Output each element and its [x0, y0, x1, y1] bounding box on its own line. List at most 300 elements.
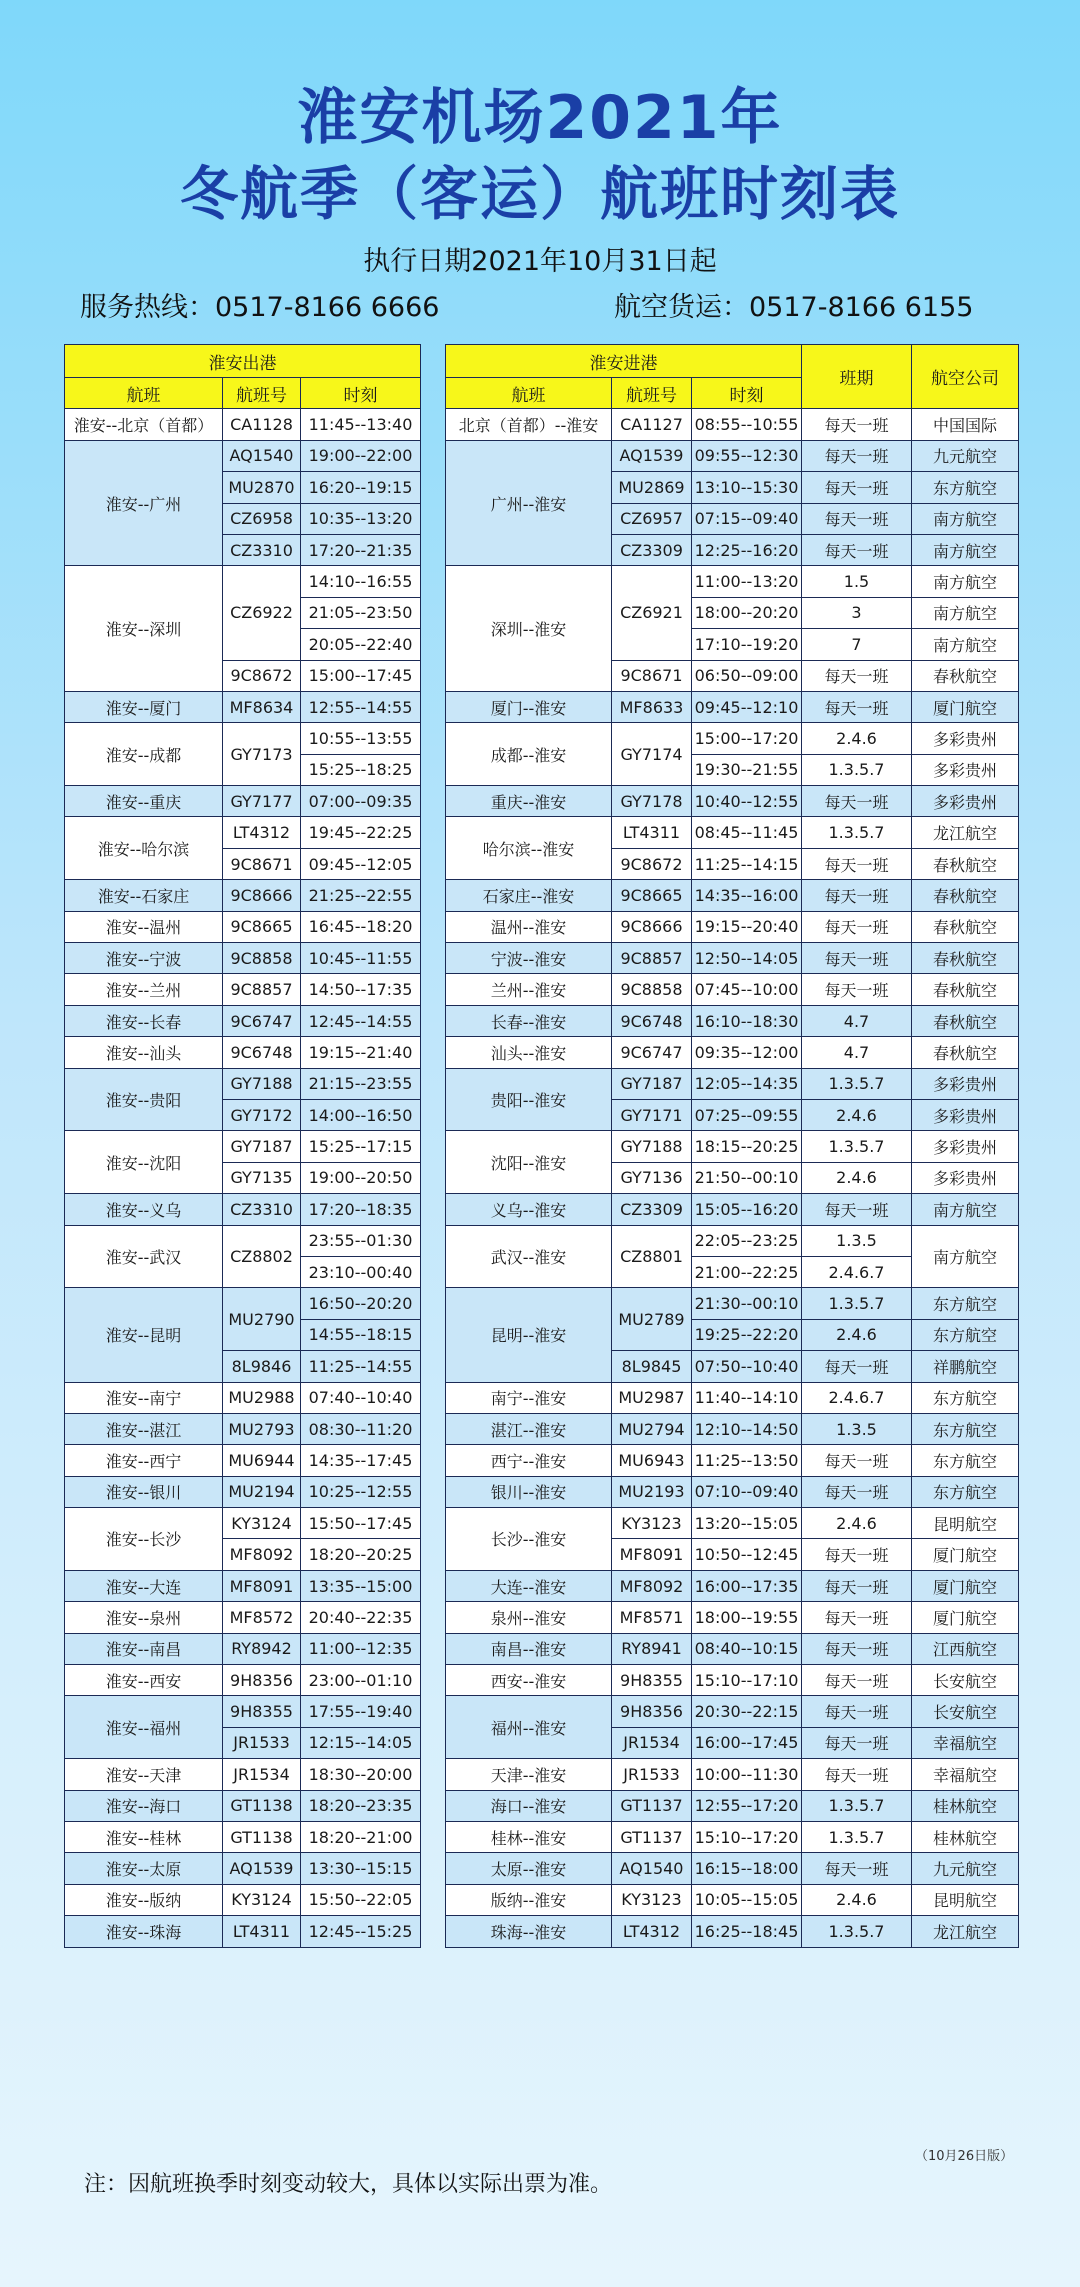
arrival-airline: 南方航空 [912, 566, 1019, 597]
departure-time: 20:40--22:35 [301, 1602, 421, 1633]
arrival-route: 北京（首都）--淮安 [446, 409, 612, 440]
departure-time: 18:20--20:25 [301, 1539, 421, 1570]
departure-time: 12:15--14:05 [301, 1727, 421, 1758]
arrival-time: 19:25--22:20 [692, 1319, 802, 1350]
arrival-airline: 多彩贵州 [912, 1099, 1019, 1130]
arrival-flight-number: JR1533 [612, 1759, 692, 1790]
arrival-flight-number: 9C8665 [612, 880, 692, 911]
departure-route: 淮安--兰州 [65, 974, 223, 1005]
arrival-flight-number: MU2193 [612, 1476, 692, 1507]
departure-flight-number: MU2793 [223, 1413, 301, 1444]
departure-route: 淮安--昆明 [65, 1288, 223, 1382]
departure-time: 07:40--10:40 [301, 1382, 421, 1413]
arrival-airline: 东方航空 [912, 1445, 1019, 1476]
arrival-row [446, 1413, 1019, 1444]
arrival-frequency: 每天一班 [802, 503, 912, 534]
arrival-airline: 厦门航空 [912, 691, 1019, 722]
departure-route: 淮安--哈尔滨 [65, 817, 223, 880]
departure-route: 淮安--温州 [65, 911, 223, 942]
arrival-frequency: 每天一班 [802, 911, 912, 942]
arrival-time: 08:45--11:45 [692, 817, 802, 848]
departure-flight-number: MU2988 [223, 1382, 301, 1413]
arrival-row [446, 1570, 1019, 1601]
departure-flight-number: GT1138 [223, 1790, 301, 1821]
departure-route: 淮安--版纳 [65, 1884, 223, 1915]
arrival-airline: 东方航空 [912, 1413, 1019, 1444]
departure-row [65, 409, 421, 440]
arrival-frequency: 每天一班 [802, 943, 912, 974]
arrival-flight-number: 9H8355 [612, 1665, 692, 1696]
departure-time: 19:15--21:40 [301, 1037, 421, 1068]
arrival-flight-number: 9C8671 [612, 660, 692, 691]
service-hotline: 服务热线：0517-8166 6666 [80, 292, 440, 323]
arrival-frequency: 4.7 [802, 1005, 912, 1036]
arrival-time: 18:15--20:25 [692, 1131, 802, 1162]
arrival-route: 厦门--淮安 [446, 691, 612, 722]
arrival-airline: 中国国际 [912, 409, 1019, 440]
departure-flight-number: GY7135 [223, 1162, 301, 1193]
departure-time: 23:00--01:10 [301, 1665, 421, 1696]
arrival-flight-number: CZ6921 [612, 566, 692, 660]
departure-route: 淮安--桂林 [65, 1821, 223, 1852]
departure-flight-number: MF8572 [223, 1602, 301, 1633]
departure-time: 15:25--17:15 [301, 1131, 421, 1162]
arrival-airline: 厦门航空 [912, 1602, 1019, 1633]
arrival-flight-number: AQ1540 [612, 1853, 692, 1884]
arrival-frequency: 每天一班 [802, 1853, 912, 1884]
departure-route: 淮安--长沙 [65, 1508, 223, 1571]
departure-row [65, 943, 421, 974]
departure-row [65, 1037, 421, 1068]
departure-row [65, 566, 421, 597]
departure-row [65, 1633, 421, 1664]
departure-route: 淮安--南宁 [65, 1382, 223, 1413]
arrival-time: 12:10--14:50 [692, 1413, 802, 1444]
arrival-col-freq: 班期 [802, 345, 912, 409]
arrival-time: 16:00--17:35 [692, 1570, 802, 1601]
arrival-flight-number: GT1137 [612, 1790, 692, 1821]
departure-row [65, 1225, 421, 1256]
departure-col-time: 时刻 [301, 378, 421, 409]
departure-row [65, 1602, 421, 1633]
departure-flight-number: KY3124 [223, 1508, 301, 1539]
arrival-airline: 祥鹏航空 [912, 1351, 1019, 1382]
departure-flight-number: MF8634 [223, 691, 301, 722]
departure-row [65, 1790, 421, 1821]
departure-flight-number: GY7177 [223, 786, 301, 817]
arrival-airline: 春秋航空 [912, 660, 1019, 691]
departure-time: 15:50--22:05 [301, 1884, 421, 1915]
departure-time: 13:35--15:00 [301, 1570, 421, 1601]
departure-time: 23:10--00:40 [301, 1256, 421, 1287]
arrival-time: 15:10--17:10 [692, 1665, 802, 1696]
departure-row [65, 1131, 421, 1162]
arrival-flight-number: 9C8666 [612, 911, 692, 942]
arrival-frequency: 每天一班 [802, 534, 912, 565]
arrival-time: 12:50--14:05 [692, 943, 802, 974]
departure-row [65, 1445, 421, 1476]
departure-flight-number: CZ3310 [223, 534, 301, 565]
arrival-flight-number: GY7174 [612, 723, 692, 786]
arrival-airline: 昆明航空 [912, 1508, 1019, 1539]
departure-flight-number: MU2870 [223, 472, 301, 503]
arrival-time: 11:40--14:10 [692, 1382, 802, 1413]
departure-row [65, 911, 421, 942]
departure-time: 10:55--13:55 [301, 723, 421, 754]
departure-row [65, 1413, 421, 1444]
arrival-flight-number: 9H8356 [612, 1696, 692, 1727]
arrival-row [446, 943, 1019, 974]
departure-time: 15:00--17:45 [301, 660, 421, 691]
arrival-route: 武汉--淮安 [446, 1225, 612, 1288]
departure-row [65, 440, 421, 471]
arrival-flight-number: GY7178 [612, 786, 692, 817]
arrival-row [446, 1884, 1019, 1915]
arrival-airline: 南方航空 [912, 629, 1019, 660]
arrival-frequency: 每天一班 [802, 1476, 912, 1507]
departure-time: 14:00--16:50 [301, 1099, 421, 1130]
departure-time: 18:30--20:00 [301, 1759, 421, 1790]
arrival-route: 太原--淮安 [446, 1853, 612, 1884]
arrival-airline: 桂林航空 [912, 1821, 1019, 1852]
arrival-table [445, 344, 1019, 1948]
footnote: 注：因航班换季时刻变动较大，具体以实际出票为准。 [84, 2172, 613, 2197]
arrival-row [446, 1633, 1019, 1664]
arrival-frequency: 7 [802, 629, 912, 660]
arrival-frequency: 2.4.6.7 [802, 1382, 912, 1413]
arrival-row [446, 880, 1019, 911]
arrival-frequency: 每天一班 [802, 786, 912, 817]
departure-time: 10:45--11:55 [301, 943, 421, 974]
departure-time: 11:25--14:55 [301, 1351, 421, 1382]
departure-route: 淮安--沈阳 [65, 1131, 223, 1194]
cargo-hotline: 航空货运：0517-8166 6155 [614, 292, 974, 323]
departure-time: 12:45--15:25 [301, 1916, 421, 1947]
arrival-flight-number: KY3123 [612, 1884, 692, 1915]
departure-row [65, 1884, 421, 1915]
arrival-row [446, 691, 1019, 722]
arrival-route: 义乌--淮安 [446, 1194, 612, 1225]
departure-time: 10:25--12:55 [301, 1476, 421, 1507]
arrival-flight-number: MU2869 [612, 472, 692, 503]
departure-route: 淮安--深圳 [65, 566, 223, 692]
arrival-time: 16:25--18:45 [692, 1916, 802, 1947]
departure-section-title: 淮安出港 [65, 345, 421, 378]
arrival-flight-number: MF8091 [612, 1539, 692, 1570]
arrival-flight-number: CZ6957 [612, 503, 692, 534]
arrival-row [446, 1790, 1019, 1821]
arrival-flight-number: CZ3309 [612, 534, 692, 565]
arrival-airline: 多彩贵州 [912, 786, 1019, 817]
departure-route: 淮安--太原 [65, 1853, 223, 1884]
departure-flight-number: LT4312 [223, 817, 301, 848]
departure-flight-number: 8L9846 [223, 1351, 301, 1382]
arrival-airline: 昆明航空 [912, 1884, 1019, 1915]
arrival-frequency: 每天一班 [802, 691, 912, 722]
arrival-time: 09:45--12:10 [692, 691, 802, 722]
arrival-row [446, 1476, 1019, 1507]
arrival-frequency: 1.5 [802, 566, 912, 597]
arrival-route: 深圳--淮安 [446, 566, 612, 692]
arrival-flight-number: JR1534 [612, 1727, 692, 1758]
departure-flight-number: 9C6747 [223, 1005, 301, 1036]
version-label: （10月26日版） [915, 2149, 1014, 2164]
arrival-frequency: 每天一班 [802, 440, 912, 471]
departure-time: 12:45--14:55 [301, 1005, 421, 1036]
arrival-time: 16:10--18:30 [692, 1005, 802, 1036]
arrival-route: 长沙--淮安 [446, 1508, 612, 1571]
arrival-airline: 厦门航空 [912, 1539, 1019, 1570]
departure-flight-number: CA1128 [223, 409, 301, 440]
arrival-flight-number: 9C6747 [612, 1037, 692, 1068]
arrival-row [446, 817, 1019, 848]
arrival-row [446, 1194, 1019, 1225]
arrival-frequency: 每天一班 [802, 1194, 912, 1225]
arrival-frequency: 2.4.6 [802, 1162, 912, 1193]
arrival-flight-number: MU2794 [612, 1413, 692, 1444]
arrival-airline: 幸福航空 [912, 1759, 1019, 1790]
departure-row [65, 1916, 421, 1947]
departure-row [65, 1476, 421, 1507]
departure-row [65, 691, 421, 722]
arrival-frequency: 1.3.5.7 [802, 1790, 912, 1821]
arrival-frequency: 1.3.5.7 [802, 1916, 912, 1947]
arrival-frequency: 每天一班 [802, 1351, 912, 1382]
arrival-flight-number: GY7136 [612, 1162, 692, 1193]
departure-row [65, 1508, 421, 1539]
arrival-frequency: 每天一班 [802, 1727, 912, 1758]
arrival-frequency: 每天一班 [802, 472, 912, 503]
arrival-airline: 春秋航空 [912, 943, 1019, 974]
arrival-row [446, 1131, 1019, 1162]
departure-row [65, 1821, 421, 1852]
arrival-time: 07:10--09:40 [692, 1476, 802, 1507]
arrival-time: 12:55--17:20 [692, 1790, 802, 1821]
departure-route: 淮安--广州 [65, 440, 223, 566]
arrival-frequency: 1.3.5.7 [802, 754, 912, 785]
departure-flight-number: AQ1540 [223, 440, 301, 471]
arrival-airline: 春秋航空 [912, 974, 1019, 1005]
arrival-frequency: 每天一班 [802, 848, 912, 879]
arrival-row [446, 1225, 1019, 1256]
arrival-route: 南昌--淮安 [446, 1633, 612, 1664]
arrival-time: 19:15--20:40 [692, 911, 802, 942]
arrival-time: 22:05--23:25 [692, 1225, 802, 1256]
departure-route: 淮安--石家庄 [65, 880, 223, 911]
arrival-frequency: 1.3.5.7 [802, 1068, 912, 1099]
arrival-flight-number: GT1137 [612, 1821, 692, 1852]
arrival-row [446, 1508, 1019, 1539]
arrival-flight-number: CZ8801 [612, 1225, 692, 1288]
arrival-airline: 南方航空 [912, 1225, 1019, 1288]
departure-route: 淮安--海口 [65, 1790, 223, 1821]
arrival-airline: 南方航空 [912, 503, 1019, 534]
arrival-row [446, 1445, 1019, 1476]
arrival-row [446, 1853, 1019, 1884]
arrival-time: 10:00--11:30 [692, 1759, 802, 1790]
arrival-airline: 多彩贵州 [912, 1068, 1019, 1099]
arrival-time: 11:25--13:50 [692, 1445, 802, 1476]
arrival-route: 沈阳--淮安 [446, 1131, 612, 1194]
departure-col-flight: 航班号 [223, 378, 301, 409]
departure-time: 09:45--12:05 [301, 848, 421, 879]
arrival-flight-number: LT4312 [612, 1916, 692, 1947]
arrival-flight-number: 9C8858 [612, 974, 692, 1005]
arrival-time: 12:25--16:20 [692, 534, 802, 565]
departure-flight-number: GY7188 [223, 1068, 301, 1099]
arrival-time: 10:50--12:45 [692, 1539, 802, 1570]
arrival-flight-number: 9C8672 [612, 848, 692, 879]
departure-flight-number: GY7172 [223, 1099, 301, 1130]
arrival-time: 15:10--17:20 [692, 1821, 802, 1852]
departure-row [65, 1665, 421, 1696]
arrival-time: 21:50--00:10 [692, 1162, 802, 1193]
departure-flight-number: 9H8356 [223, 1665, 301, 1696]
arrival-frequency: 每天一班 [802, 1633, 912, 1664]
arrival-airline: 桂林航空 [912, 1790, 1019, 1821]
departure-row [65, 974, 421, 1005]
departure-time: 23:55--01:30 [301, 1225, 421, 1256]
arrival-time: 13:20--15:05 [692, 1508, 802, 1539]
arrival-airline: 东方航空 [912, 1476, 1019, 1507]
arrival-airline: 龙江航空 [912, 817, 1019, 848]
departure-row [65, 880, 421, 911]
arrival-time: 21:00--22:25 [692, 1256, 802, 1287]
departure-time: 15:25--18:25 [301, 754, 421, 785]
departure-flight-number: 9C8671 [223, 848, 301, 879]
arrival-frequency: 1.3.5.7 [802, 817, 912, 848]
departure-flight-number: GY7187 [223, 1131, 301, 1162]
arrival-row [446, 1288, 1019, 1319]
arrival-airline: 江西航空 [912, 1633, 1019, 1664]
arrival-route: 长春--淮安 [446, 1005, 612, 1036]
arrival-time: 18:00--20:20 [692, 597, 802, 628]
arrival-airline: 多彩贵州 [912, 723, 1019, 754]
arrival-route: 宁波--淮安 [446, 943, 612, 974]
arrival-row [446, 974, 1019, 1005]
arrival-frequency: 2.4.6.7 [802, 1256, 912, 1287]
arrival-airline: 长安航空 [912, 1665, 1019, 1696]
arrival-time: 17:10--19:20 [692, 629, 802, 660]
departure-flight-number: GT1138 [223, 1821, 301, 1852]
departure-row [65, 1853, 421, 1884]
arrival-row [446, 409, 1019, 440]
arrival-row [446, 1916, 1019, 1947]
arrival-flight-number: GY7171 [612, 1099, 692, 1130]
departure-flight-number: MU2194 [223, 1476, 301, 1507]
departure-time: 14:55--18:15 [301, 1319, 421, 1350]
arrival-col-time: 时刻 [692, 378, 802, 409]
arrival-frequency: 2.4.6 [802, 723, 912, 754]
arrival-flight-number: LT4311 [612, 817, 692, 848]
arrival-time: 20:30--22:15 [692, 1696, 802, 1727]
departure-flight-number: MF8092 [223, 1539, 301, 1570]
arrival-airline: 东方航空 [912, 472, 1019, 503]
arrival-route: 桂林--淮安 [446, 1821, 612, 1852]
arrival-route: 海口--淮安 [446, 1790, 612, 1821]
departure-route: 淮安--厦门 [65, 691, 223, 722]
departure-route: 淮安--银川 [65, 1476, 223, 1507]
arrival-route: 重庆--淮安 [446, 786, 612, 817]
departure-time: 16:45--18:20 [301, 911, 421, 942]
arrival-airline: 幸福航空 [912, 1727, 1019, 1758]
arrival-time: 21:30--00:10 [692, 1288, 802, 1319]
departure-route: 淮安--成都 [65, 723, 223, 786]
departure-time: 17:20--21:35 [301, 534, 421, 565]
arrival-row [446, 1759, 1019, 1790]
departure-time: 18:20--21:00 [301, 1821, 421, 1852]
departure-table [64, 344, 421, 1948]
departure-flight-number: LT4311 [223, 1916, 301, 1947]
arrival-route: 南宁--淮安 [446, 1382, 612, 1413]
arrival-time: 11:25--14:15 [692, 848, 802, 879]
arrival-frequency: 每天一班 [802, 1445, 912, 1476]
arrival-frequency: 每天一班 [802, 1696, 912, 1727]
arrival-route: 成都--淮安 [446, 723, 612, 786]
arrival-time: 09:35--12:00 [692, 1037, 802, 1068]
departure-time: 17:20--18:35 [301, 1194, 421, 1225]
departure-route: 淮安--长春 [65, 1005, 223, 1036]
departure-time: 11:00--12:35 [301, 1633, 421, 1664]
arrival-time: 09:55--12:30 [692, 440, 802, 471]
departure-row [65, 1288, 421, 1319]
arrival-frequency: 1.3.5 [802, 1413, 912, 1444]
departure-row [65, 786, 421, 817]
departure-flight-number: JR1533 [223, 1727, 301, 1758]
arrival-flight-number: MU6943 [612, 1445, 692, 1476]
departure-time: 21:05--23:50 [301, 597, 421, 628]
arrival-frequency: 2.4.6 [802, 1319, 912, 1350]
arrival-row [446, 911, 1019, 942]
departure-col-route: 航班 [65, 378, 223, 409]
departure-time: 19:45--22:25 [301, 817, 421, 848]
departure-flight-number: 9C8858 [223, 943, 301, 974]
arrival-route: 广州--淮安 [446, 440, 612, 566]
departure-route: 淮安--湛江 [65, 1413, 223, 1444]
departure-time: 16:20--19:15 [301, 472, 421, 503]
arrival-flight-number: AQ1539 [612, 440, 692, 471]
arrival-time: 07:15--09:40 [692, 503, 802, 534]
arrival-frequency: 每天一班 [802, 880, 912, 911]
departure-flight-number: 9C8666 [223, 880, 301, 911]
arrival-time: 19:30--21:55 [692, 754, 802, 785]
arrival-row [446, 1382, 1019, 1413]
departure-time: 14:35--17:45 [301, 1445, 421, 1476]
departure-row [65, 1194, 421, 1225]
arrival-airline: 长安航空 [912, 1696, 1019, 1727]
arrival-frequency: 每天一班 [802, 1570, 912, 1601]
departure-flight-number: 9C6748 [223, 1037, 301, 1068]
arrival-frequency: 每天一班 [802, 1539, 912, 1570]
arrival-row [446, 1005, 1019, 1036]
arrival-time: 06:50--09:00 [692, 660, 802, 691]
departure-time: 14:10--16:55 [301, 566, 421, 597]
arrival-time: 14:35--16:00 [692, 880, 802, 911]
departure-route: 淮安--贵阳 [65, 1068, 223, 1131]
arrival-flight-number: MU2789 [612, 1288, 692, 1351]
arrival-airline: 春秋航空 [912, 848, 1019, 879]
departure-route: 淮安--义乌 [65, 1194, 223, 1225]
departure-time: 07:00--09:35 [301, 786, 421, 817]
arrival-flight-number: MF8633 [612, 691, 692, 722]
page-title-line2: 冬航季（客运）航班时刻表 [179, 160, 900, 228]
departure-route: 淮安--大连 [65, 1570, 223, 1601]
departure-flight-number: MU6944 [223, 1445, 301, 1476]
effective-date: 执行日期2021年10月31日起 [363, 246, 717, 277]
arrival-frequency: 2.4.6 [802, 1508, 912, 1539]
arrival-flight-number: MF8092 [612, 1570, 692, 1601]
departure-flight-number: CZ6922 [223, 566, 301, 660]
